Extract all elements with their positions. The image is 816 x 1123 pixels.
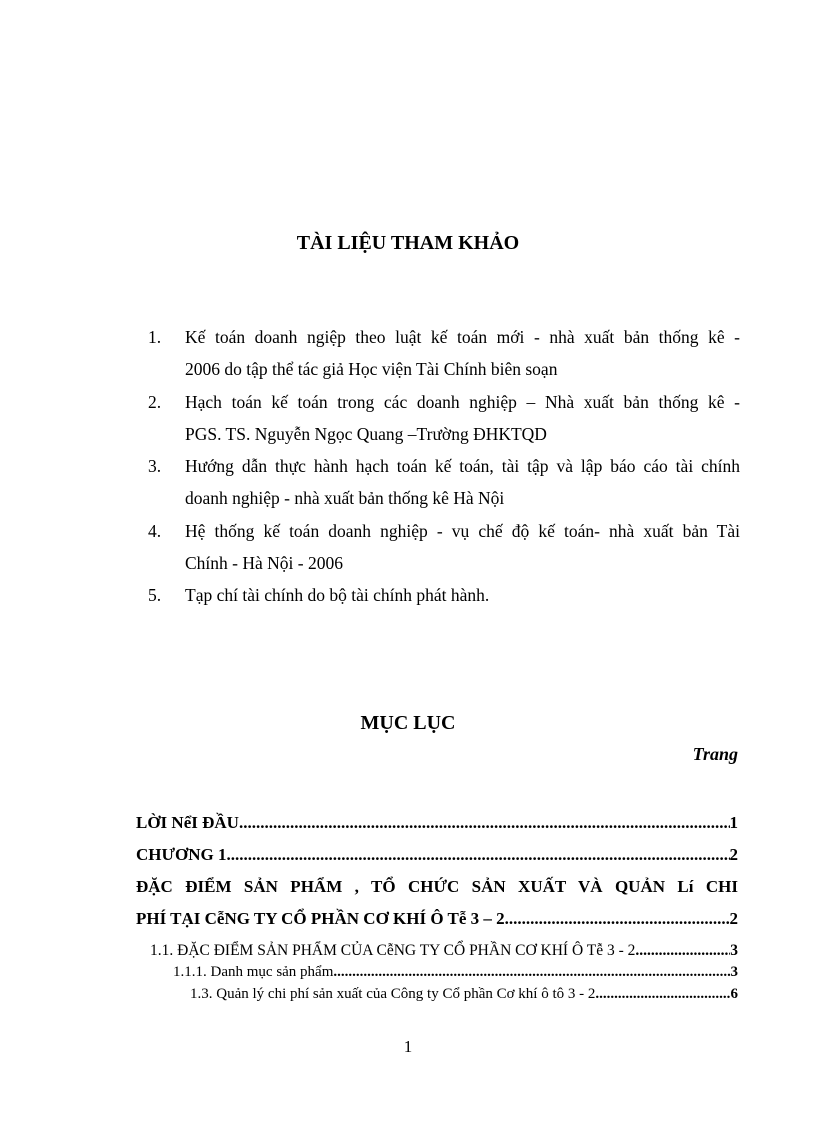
toc-entry[interactable] (150, 942, 738, 960)
reference-number: 2. (148, 392, 162, 412)
page-number: 1 (403, 1037, 413, 1056)
toc-leader-dots (595, 986, 730, 1003)
toc-leader-dots (505, 909, 730, 929)
reference-number: 1. (148, 327, 162, 347)
toc-entry-page: 3 (730, 942, 738, 959)
toc-entry-label[interactable]: ĐẶC ĐIỂM SẢN PHẨM , TỔ CHỨC SẢN XUẤT VÀ QUẢN Lí CHI (136, 877, 738, 896)
toc-title: MỤC LỤC (360, 712, 456, 734)
toc-entry-page: 2 (729, 845, 738, 864)
toc-entry-label: 1.3. Quản lý chi phí sản xuất của Công ty Cổ phần Cơ khí ô tô 3 - 2 (190, 986, 596, 1002)
toc-leader-dots (227, 845, 730, 865)
toc-leader-dots (635, 942, 730, 960)
reference-line: doanh nghiệp - nhà xuất bản thống kê Hà Nội (185, 488, 505, 508)
toc-entry-label: CHƯƠNG 1 (136, 845, 227, 864)
reference-number: 3. (148, 456, 162, 476)
toc-page-header: Trang (692, 744, 738, 764)
toc-entry[interactable] (173, 964, 738, 981)
reference-item (148, 450, 740, 514)
toc-entry-page: 2 (729, 909, 738, 928)
toc-entry-page: 1 (729, 813, 738, 832)
toc-entry[interactable] (136, 813, 738, 833)
toc-entry-label: LỜI NểI ĐẦU (136, 813, 239, 832)
reference-line: Kế toán doanh ngiệp theo luật kế toán mới - nhà xuất bản thống kê - (185, 327, 740, 347)
toc-entry-label: 1.1.1. Danh mục sản phẩm (173, 964, 334, 980)
reference-item (148, 386, 740, 450)
toc-entry-page: 3 (730, 964, 738, 980)
toc-leader-dots (333, 964, 730, 981)
reference-number: 4. (148, 521, 162, 541)
reference-line: Hạch toán kế toán trong các doanh nghiệp – Nhà xuất bản thống kê - (185, 392, 740, 412)
reference-line: PGS. TS. Nguyễn Ngọc Quang –Trường ĐHKTQD (185, 424, 547, 444)
references-title: TÀI LIỆU THAM KHẢO (296, 232, 520, 254)
toc-entry[interactable] (190, 986, 738, 1003)
reference-item (148, 515, 740, 579)
reference-line: Chính - Hà Nội - 2006 (185, 553, 343, 573)
toc-entry[interactable] (136, 845, 738, 865)
reference-line: 2006 do tập thể tác giả Học viện Tài Chính biên soạn (185, 359, 558, 379)
reference-item (148, 579, 740, 611)
toc-entry-label: PHÍ TẠI CễNG TY CỔ PHẦN CƠ KHÍ Ô Tễ 3 – 2 (136, 909, 505, 928)
reference-line: Hệ thống kế toán doanh nghiệp - vụ chế độ kế toán- nhà xuất bản Tài (185, 521, 740, 541)
toc-entry-label: 1.1. ĐẶC ĐIỂM SẢN PHẨM CỦA CễNG TY CỔ PHẦN CƠ KHÍ Ô Tễ 3 - 2 (150, 942, 636, 959)
toc-entry[interactable] (136, 909, 738, 929)
toc-leader-dots (239, 813, 730, 833)
reference-line: Hướng dẫn thực hành hạch toán kế toán, tài tập và lập báo cáo tài chính (185, 456, 740, 476)
toc-entry-page: 6 (730, 986, 738, 1002)
reference-number: 5. (148, 585, 162, 605)
reference-item (148, 321, 740, 385)
reference-line: Tạp chí tài chính do bộ tài chính phát hành. (185, 585, 490, 605)
